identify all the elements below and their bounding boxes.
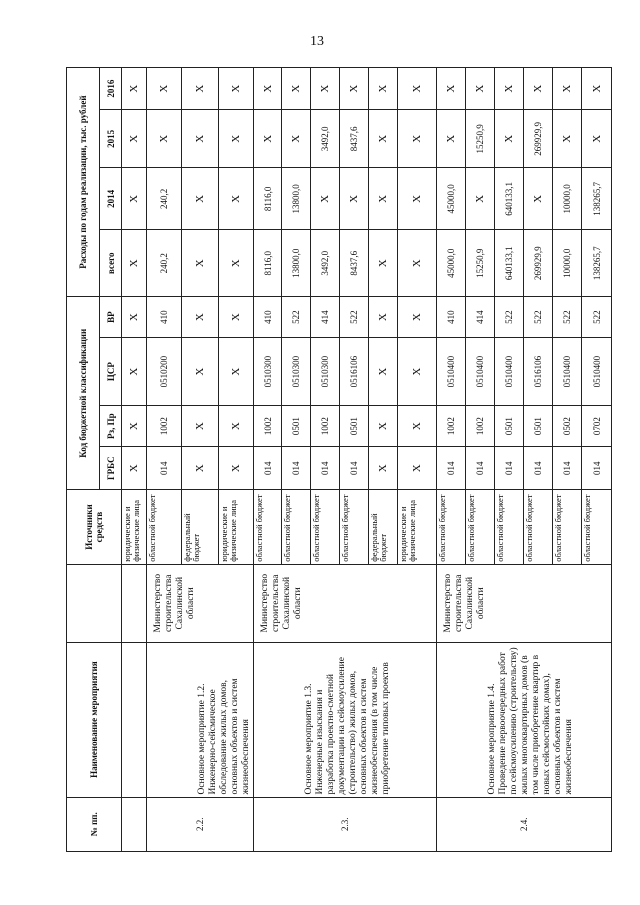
total-cell: 13800,0: [282, 230, 311, 297]
vr-cell: 522: [553, 297, 582, 338]
y2016-cell: Х: [582, 68, 612, 110]
total-cell: 3492,0: [311, 230, 340, 297]
name-cell-blank: [122, 642, 147, 797]
total-cell: Х: [369, 230, 398, 297]
header-total: всего: [100, 230, 122, 297]
rzpr-cell: Х: [369, 406, 398, 447]
y2014-cell: 138265,7: [582, 168, 612, 230]
csr-cell: 0516106: [340, 338, 369, 406]
y2016-cell: Х: [147, 68, 182, 110]
vr-cell: 522: [340, 297, 369, 338]
vr-cell: 414: [466, 297, 495, 338]
header-csr: ЦСР: [100, 338, 122, 406]
vr-cell: 522: [282, 297, 311, 338]
total-cell: 269929,9: [524, 230, 553, 297]
rzpr-cell: 1002: [254, 406, 282, 447]
csr-cell: 0510400: [582, 338, 612, 406]
rzpr-cell: 1002: [311, 406, 340, 447]
csr-cell: 0510200: [147, 338, 182, 406]
rzpr-cell: 0501: [495, 406, 524, 447]
total-cell: Х: [122, 230, 147, 297]
source-cell: областной бюджет: [582, 490, 612, 564]
rzpr-cell: 0501: [340, 406, 369, 447]
y2014-cell: Х: [524, 168, 553, 230]
source-cell: областной бюджет: [147, 490, 182, 564]
total-cell: Х: [182, 230, 218, 297]
header-name: Наименование мероприятия: [67, 642, 122, 797]
grbs-cell: Х: [369, 447, 398, 490]
y2016-cell: Х: [282, 68, 311, 110]
executor-cell-blank: [122, 564, 147, 642]
y2014-cell: 8116,0: [254, 168, 282, 230]
csr-cell: 0516106: [524, 338, 553, 406]
y2015-cell: Х: [582, 110, 612, 168]
y2016-cell: Х: [122, 68, 147, 110]
vr-cell: 410: [147, 297, 182, 338]
y2016-cell: Х: [340, 68, 369, 110]
vr-cell: 522: [524, 297, 553, 338]
header-2014: 2014: [100, 168, 122, 230]
y2016-cell: Х: [495, 68, 524, 110]
total-cell: 15250,9: [466, 230, 495, 297]
y2015-cell: Х: [182, 110, 218, 168]
y2014-cell: Х: [218, 168, 253, 230]
source-cell: юридические и физические лица: [218, 490, 253, 564]
y2014-cell: 13800,0: [282, 168, 311, 230]
total-cell: 640133,1: [495, 230, 524, 297]
rzpr-cell: 0501: [524, 406, 553, 447]
table-row: [254, 68, 282, 852]
executor-name: Министерство строительства Сахалинской области: [147, 564, 254, 642]
vr-cell: 410: [254, 297, 282, 338]
table-container: [66, 67, 603, 852]
rzpr-cell: Х: [218, 406, 253, 447]
csr-cell: Х: [182, 338, 218, 406]
y2014-cell: Х: [122, 168, 147, 230]
y2014-cell: Х: [340, 168, 369, 230]
grbs-cell: 014: [466, 447, 495, 490]
total-cell: Х: [218, 230, 253, 297]
source-cell: областной бюджет: [254, 490, 282, 564]
header-row-1: [67, 68, 100, 852]
csr-cell: 0510400: [437, 338, 466, 406]
budget-table: [66, 67, 612, 852]
rzpr-cell: Х: [122, 406, 147, 447]
y2016-cell: Х: [218, 68, 253, 110]
source-cell: областной бюджет: [340, 490, 369, 564]
total-cell: Х: [398, 230, 437, 297]
rzpr-cell: 0502: [553, 406, 582, 447]
vr-cell: Х: [182, 297, 218, 338]
csr-cell: 0510300: [311, 338, 340, 406]
vr-cell: 414: [311, 297, 340, 338]
rotated-table-frame: [66, 67, 603, 852]
y2015-cell: Х: [282, 110, 311, 168]
vr-cell: 410: [437, 297, 466, 338]
source-cell: федеральный бюджет: [369, 490, 398, 564]
row-number: 2.4.: [437, 797, 612, 851]
header-rzpr: Рз, Пр: [100, 406, 122, 447]
total-cell: 8116,0: [254, 230, 282, 297]
y2016-cell: Х: [524, 68, 553, 110]
rzpr-cell: 1002: [466, 406, 495, 447]
source-cell: юридические и физические лица: [398, 490, 437, 564]
y2015-cell: Х: [495, 110, 524, 168]
total-cell: 10000,0: [553, 230, 582, 297]
total-cell: 45000,0: [437, 230, 466, 297]
grbs-cell: 014: [582, 447, 612, 490]
y2016-cell: Х: [369, 68, 398, 110]
header-executor: [67, 564, 122, 642]
y2015-cell: Х: [147, 110, 182, 168]
source-cell: юридические и физические лица: [122, 490, 147, 564]
executor-name: Министерство строительства Сахалинской области: [254, 564, 437, 642]
y2015-cell: 15250,9: [466, 110, 495, 168]
header-vr: ВР: [100, 297, 122, 338]
header-2015: 2015: [100, 110, 122, 168]
grbs-cell: 014: [147, 447, 182, 490]
row-number: 2.2.: [147, 797, 254, 851]
y2014-cell: Х: [182, 168, 218, 230]
csr-cell: Х: [122, 338, 147, 406]
header-num: № пп.: [67, 797, 122, 851]
vr-cell: Х: [218, 297, 253, 338]
y2014-cell: Х: [398, 168, 437, 230]
csr-cell: Х: [218, 338, 253, 406]
y2016-cell: Х: [398, 68, 437, 110]
y2016-cell: Х: [311, 68, 340, 110]
source-cell: областной бюджет: [524, 490, 553, 564]
grbs-cell: Х: [218, 447, 253, 490]
csr-cell: 0510400: [553, 338, 582, 406]
grbs-cell: 014: [495, 447, 524, 490]
grbs-cell: 014: [254, 447, 282, 490]
y2016-cell: Х: [437, 68, 466, 110]
grbs-cell: Х: [182, 447, 218, 490]
grbs-cell: 014: [282, 447, 311, 490]
row-number: 2.3.: [254, 797, 437, 851]
y2015-cell: Х: [369, 110, 398, 168]
grbs-cell: Х: [398, 447, 437, 490]
rzpr-cell: 0702: [582, 406, 612, 447]
vr-cell: Х: [122, 297, 147, 338]
table-row: [147, 68, 182, 852]
y2016-cell: Х: [254, 68, 282, 110]
header-expenses: Расходы по годам реализации, тыс. рублей: [67, 68, 100, 297]
header-2016: 2016: [100, 68, 122, 110]
source-cell: областной бюджет: [311, 490, 340, 564]
y2015-cell: Х: [398, 110, 437, 168]
source-cell: областной бюджет: [495, 490, 524, 564]
csr-cell: Х: [398, 338, 437, 406]
y2014-cell: 640133,1: [495, 168, 524, 230]
source-cell: областной бюджет: [282, 490, 311, 564]
y2015-cell: 3492,0: [311, 110, 340, 168]
source-cell: областной бюджет: [553, 490, 582, 564]
grbs-cell: 014: [524, 447, 553, 490]
grbs-cell: 014: [553, 447, 582, 490]
total-cell: 8437,6: [340, 230, 369, 297]
y2015-cell: Х: [122, 110, 147, 168]
source-cell: федеральный бюджет: [182, 490, 218, 564]
y2015-cell: Х: [437, 110, 466, 168]
header-grbs: ГРБС: [100, 447, 122, 490]
csr-cell: 0510400: [495, 338, 524, 406]
measure-name: Основное мероприятие 1.3. Инженерные изыскания и разработка проектно-сметной документации на сейсмоусиление (строительство) жилых домов, основных объектов и систем жизнеобеспечения (в том числе приобретение типовых проектов: [254, 642, 437, 797]
rzpr-cell: Х: [398, 406, 437, 447]
total-cell: 240,2: [147, 230, 182, 297]
vr-cell: Х: [369, 297, 398, 338]
y2016-cell: Х: [182, 68, 218, 110]
y2014-cell: 10000,0: [553, 168, 582, 230]
source-cell: областной бюджет: [466, 490, 495, 564]
y2014-cell: Х: [369, 168, 398, 230]
y2014-cell: Х: [466, 168, 495, 230]
csr-cell: 0510400: [466, 338, 495, 406]
y2014-cell: 240,2: [147, 168, 182, 230]
header-sources: Источники средств: [67, 490, 122, 564]
page-number: 13: [310, 34, 324, 49]
grbs-cell: 014: [340, 447, 369, 490]
csr-cell: Х: [369, 338, 398, 406]
y2016-cell: Х: [466, 68, 495, 110]
y2015-cell: Х: [254, 110, 282, 168]
measure-name: Основное мероприятие 1.2. Инженерно-сейсмическое обследование жилых домов, основных объектов и систем жизнеобеспечения: [147, 642, 254, 797]
y2015-cell: Х: [553, 110, 582, 168]
y2015-cell: 8437,6: [340, 110, 369, 168]
table-row: [122, 68, 147, 852]
rzpr-cell: Х: [182, 406, 218, 447]
y2016-cell: Х: [553, 68, 582, 110]
grbs-cell: 014: [311, 447, 340, 490]
header-budget-code: Код бюджетной классификации: [67, 297, 100, 490]
source-cell: областной бюджет: [437, 490, 466, 564]
num-cell-blank: [122, 797, 147, 851]
table-row: [437, 68, 466, 852]
rzpr-cell: 1002: [147, 406, 182, 447]
rzpr-cell: 1002: [437, 406, 466, 447]
y2015-cell: 269929,9: [524, 110, 553, 168]
y2014-cell: 45000,0: [437, 168, 466, 230]
vr-cell: 522: [495, 297, 524, 338]
rzpr-cell: 0501: [282, 406, 311, 447]
executor-name: Министерство строительства Сахалинской области: [437, 564, 612, 642]
csr-cell: 0510300: [254, 338, 282, 406]
grbs-cell: Х: [122, 447, 147, 490]
total-cell: 138265,7: [582, 230, 612, 297]
vr-cell: Х: [398, 297, 437, 338]
y2014-cell: Х: [311, 168, 340, 230]
vr-cell: 522: [582, 297, 612, 338]
y2015-cell: Х: [218, 110, 253, 168]
csr-cell: 0510300: [282, 338, 311, 406]
grbs-cell: 014: [437, 447, 466, 490]
measure-name: Основное мероприятие 1.4. Проведение первоочередных работ по сейсмоусилению (строительству) жилых многоквартирных домов (в том числе приобретение квартир в новых сейсмостойких домах), основных объектов и систем жизнеобеспечения: [437, 642, 612, 797]
